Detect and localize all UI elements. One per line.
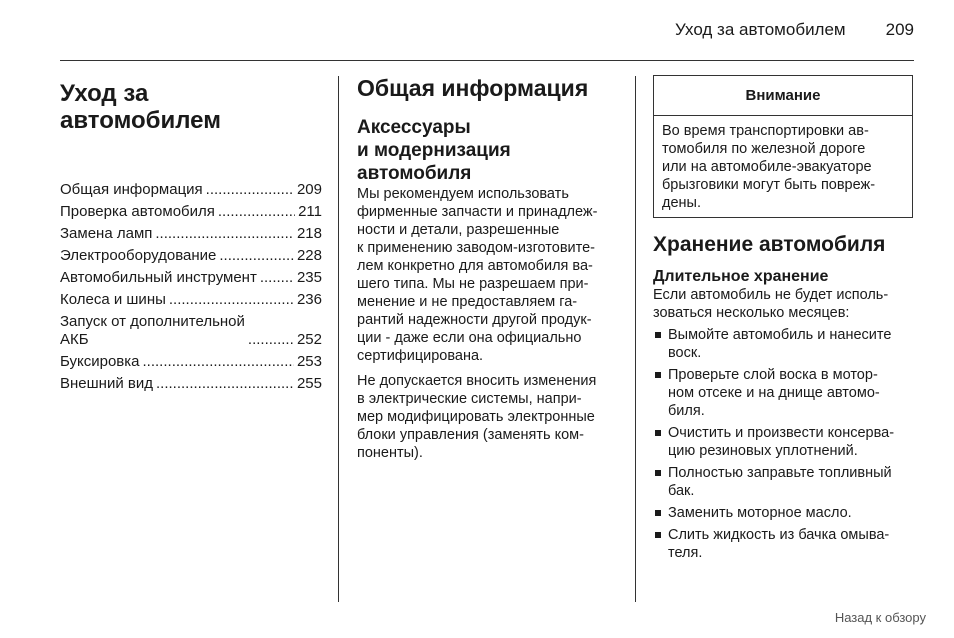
toc-item[interactable] [60, 225, 322, 243]
toc-label: Проверка автомобиля [60, 203, 215, 220]
chapter-title: Уход за автомобилем [60, 80, 221, 134]
column-divider-left [338, 76, 339, 602]
section-subtitle: Аксессуары и модернизация автомобиля [357, 117, 511, 184]
toc-label: Замена ламп [60, 225, 153, 242]
toc-page: 209 [296, 181, 322, 198]
toc-page: 218 [296, 225, 322, 242]
list-item: Слить жидкость из бачка омыва- теля. [653, 526, 915, 562]
toc-page: 236 [296, 291, 322, 308]
storage-checklist [653, 326, 915, 562]
toc-page: 228 [296, 247, 322, 264]
page-number: 209 [885, 20, 914, 39]
warning-title: Внимание [654, 76, 912, 116]
section-title: Общая информация [357, 75, 589, 101]
toc-page: 211 [298, 203, 322, 220]
table-of-contents [60, 181, 322, 393]
list-item: Вымойте автомобиль и нанесите воск. [653, 326, 915, 362]
toc-page: 235 [296, 269, 322, 286]
warning-box [653, 75, 913, 218]
toc-page: 253 [296, 353, 322, 370]
toc-label: Запуск от дополнительной АКБ [60, 313, 245, 348]
toc-page: 252 [296, 331, 322, 348]
toc-item[interactable] [60, 313, 322, 349]
chapter-column [60, 76, 322, 397]
toc-label: Колеса и шины [60, 291, 166, 308]
warning-text: Во время транспортировки ав- томобиля по железной дороге или на автомобиле-эвакуаторе брызговики могут быть повреж- дены. [662, 123, 876, 211]
header-title: Уход за автомобилем [674, 20, 846, 39]
running-header [675, 20, 914, 40]
back-to-overview-link[interactable]: Назад к обзору [834, 610, 926, 625]
storage-title: Хранение автомобиля [653, 233, 886, 256]
toc-label: Внешний вид [60, 375, 153, 392]
toc-label: Электрооборудование [60, 247, 217, 264]
list-item: Заменить моторное масло. [653, 504, 915, 522]
list-item: Очистить и произвести консерва- цию резиновых уплотнений. [653, 424, 915, 460]
paragraph: Мы рекомендуем использовать фирменные запчасти и принадлеж- ности и детали, разрешенные к применению заводом-изготовите- лем конкретно для автомобиля ва- шего типа. Мы не разрешаем при- менение и не предоставляем га- рантий надежности другой продук- ции - даже если она официально сертифицирована. [357, 186, 598, 364]
list-item: Проверьте слой воска в мотор- ном отсеке и на днище автомо- биля. [653, 366, 915, 420]
toc-item[interactable] [60, 375, 322, 393]
toc-item[interactable] [60, 181, 322, 199]
general-info-column [357, 74, 623, 469]
toc-label: Буксировка [60, 353, 140, 370]
list-item: Полностью заправьте топливный бак. [653, 464, 915, 500]
storage-subtitle: Длительное хранение [653, 268, 829, 285]
toc-item[interactable] [60, 353, 322, 371]
storage-intro: Если автомобиль не будет исполь- зоваться несколько месяцев: [653, 287, 889, 321]
paragraph: Не допускается вносить изменения в электрические системы, напри- мер модифицировать электронные блоки управления (заменять ком- поненты). [357, 373, 597, 461]
toc-label: Общая информация [60, 181, 203, 198]
toc-item[interactable] [60, 269, 322, 287]
toc-item[interactable] [60, 203, 322, 221]
toc-item[interactable] [60, 247, 322, 265]
column-divider-right [635, 76, 636, 602]
header-rule [60, 60, 914, 61]
storage-column [653, 74, 915, 566]
toc-item[interactable] [60, 291, 322, 309]
toc-label: Автомобильный инструмент [60, 269, 257, 286]
toc-page: 255 [296, 375, 322, 392]
